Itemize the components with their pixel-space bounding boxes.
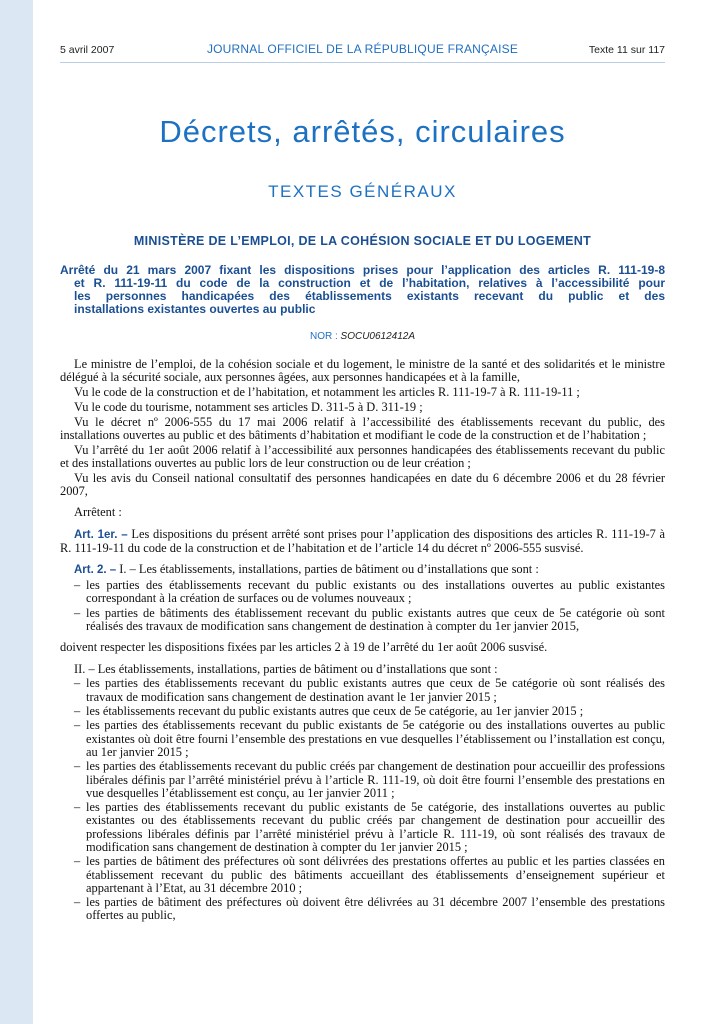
list-item: – les parties des établissements recevant du public existants de 5e catégorie ou des installations ouvertes au public existantes où doit être fourni l’ensemble des prestations en vue desquelles l’établissement ou l’installation est conçu, au 1er janvier 2015 ; xyxy=(74,718,665,759)
header-date: 5 avril 2007 xyxy=(60,44,115,56)
page-header xyxy=(60,42,665,62)
list-item: – les parties des établissements recevant du public existants autres que ceux de 5e catégorie où sont réalisés des travaux de modification sans changement de destination avant le 1er janvier 2015 ; xyxy=(74,676,665,704)
list-item: – les parties des établissements recevant du public existants ou des installations ouvertes au public existantes correspondant à la création de surfaces ou de volumes nouveaux ; xyxy=(74,578,665,606)
list-item: – les établissements recevant du public existants autres que ceux de 5e catégorie, au 1er janvier 2015 ; xyxy=(74,704,584,719)
arrete-title-line: installations existantes ouvertes au public xyxy=(74,302,316,316)
list-item: – les parties de bâtiment des préfectures où doivent être délivrées au 31 décembre 2007 l’ensemble des prestations offertes au public, xyxy=(74,895,665,923)
arrete-title-line: Arrêté du 21 mars 2007 fixant les dispositions prises pour l’application des articles R. 111-19-8 xyxy=(60,263,665,277)
page-margin-band xyxy=(0,0,33,1024)
list-item-text: les parties de bâtiment des préfectures où sont délivrées des prestations offertes au public et les parties classées en établissement recevant du public des bâtiments accueillant des établissements d’enseignement supérieur et appartenant à l’Etat, au 31 décembre 2010 ; xyxy=(86,854,665,895)
list-item-text: les parties des établissements recevant du public existants de 5e catégorie, des installations ouvertes au public existantes ou des établissements recevant du public créés par changement de destination pour accueillir des professions libérales définis par l’arrêté ministériel prévu à l’article R. 111-19, où sont réalisés des travaux de modification sans changement de destination à compter du 1er janvier 2015 ; xyxy=(86,800,665,854)
preamble-paragraph: Le ministre de l’emploi, de la cohésion sociale et du logement, le ministre de la santé et des solidarités et le ministre délégué à la sécurité sociale, aux personnes âgées, aux personnes handicapées et à la famille, xyxy=(60,357,665,385)
list-item: – les parties de bâtiments des établissement recevant du public existants autres que ceux de 5e catégorie où sont réalisés des travaux de modification sans changement de destination à compter du 1er janvier 2015, xyxy=(74,605,665,634)
document-body xyxy=(60,358,665,924)
list-item: – les parties des établissements recevant du public existants de 5e catégorie, des installations ouvertes au public existantes ou des établissements recevant du public créés par changement de destination pour accueillir des professions libérales définis par l’arrêté ministériel prévu à l’article R. 111-19, où sont réalisés des travaux de modification sans changement de destination à compter du 1er janvier 2015 ; xyxy=(74,800,665,854)
article-2-label: Art. 2. – xyxy=(74,564,117,577)
arrete-title-line: les personnes handicapées des établissements existants recevant du public et des xyxy=(74,289,665,303)
section-subtitle: TEXTES GÉNÉRAUX xyxy=(268,182,457,201)
article-1-label: Art. 1er. – xyxy=(74,528,128,541)
list-item-text: les établissements recevant du public existants autres que ceux de 5e catégorie, au 1er janvier 2015 ; xyxy=(86,704,584,719)
article-2-part-ii-intro: II. – Les établissements, installations, parties de bâtiment ou d’installations que sont : xyxy=(74,661,498,676)
article-2-intro xyxy=(60,563,665,577)
header-divider xyxy=(60,62,665,63)
list-item: – les parties des établissements recevant du public créés par changement de destination pour accueillir des professions libérales définis par l’arrêté ministériel prévu à l’article R. 111-19, où doit être fourni l’ensemble des prestations en vue desquelles l’établissement est conçu, au 1er janvier 2011 ; xyxy=(74,759,665,800)
preamble-paragraph: Vu le code de la construction et de l’habitation, et notamment les articles R. 111-19-7 à R. 111-19-11 ; xyxy=(74,385,580,400)
arretent-line: Arrêtent : xyxy=(74,505,122,520)
article-2-list-2 xyxy=(60,677,665,922)
list-item-text: les parties des établissements recevant du public existants ou des installations ouvertes au public existantes correspondant à la création de surfaces ou de volumes nouveaux ; xyxy=(86,578,665,606)
list-item-text: les parties des établissements recevant du public existants autres que ceux de 5e catégorie où sont réalisés des travaux de modification sans changement de destination avant le 1er janvier 2015 ; xyxy=(86,676,665,704)
preamble-paragraph: Vu le code du tourisme, notamment ses articles D. 311-5 à D. 311-19 ; xyxy=(74,399,423,414)
list-item: – les parties de bâtiment des préfectures où sont délivrées des prestations offertes au public et les parties classées en établissement recevant du public des bâtiments accueillant des établissements d’enseignement supérieur et appartenant à l’Etat, au 31 décembre 2010 ; xyxy=(74,854,665,895)
arrete-title-line: et R. 111-19-11 du code de la construction et de l’habitation, relatives à l’accessibilité pour xyxy=(74,276,665,290)
section-title: Décrets, arrêtés, circulaires xyxy=(159,114,566,149)
preamble-paragraph: Vu l’arrêté du 1er août 2006 relatif à l’accessibilité aux personnes handicapées des établissements recevant du public et des installations ouvertes au public lors de leur construction ou de leur création ; xyxy=(60,442,665,471)
nor-reference xyxy=(60,331,665,342)
article-1 xyxy=(60,528,665,556)
preamble-paragraph: Vu le décret nº 2006-555 du 17 mai 2006 relatif à l’accessibilité des établissements recevant du public, des installations ouvertes au public et des bâtiments d’habitation et modifiant le code de la construction et de l’habitation ; xyxy=(60,414,665,442)
list-item-text: les parties de bâtiment des préfectures où doivent être délivrées au 31 décembre 2007 l’ensemble des prestations offertes au public, xyxy=(86,895,665,923)
nor-label: NOR : xyxy=(309,331,338,342)
article-1-text: Les dispositions du présent arrêté sont prises pour l’application des dispositions des articles R. 111-19-7 à R. 111-19-11 du code de la construction et de l’habitation et de l’article 14 du décret nº 2006-555 susvisé. xyxy=(60,526,665,556)
nor-code: SOCU0612412A xyxy=(340,331,416,342)
article-2-intro-text: I. – Les établissements, installations, parties de bâtiment ou d’installations que sont : xyxy=(119,562,539,577)
article-2-list-1 xyxy=(60,579,665,633)
article-2-conclusion: doivent respecter les dispositions fixées par les articles 2 à 19 de l’arrêté du 1er août 2006 susvisé. xyxy=(60,640,548,655)
list-item-text: les parties de bâtiments des établissement recevant du public existants autres que ceux de 5e catégorie où sont réalisés des travaux de modification sans changement de destination à compter du 1er janvier 2015, xyxy=(86,605,665,634)
list-item-text: les parties des établissements recevant du public créés par changement de destination pour accueillir des professions libérales définis par l’arrêté ministériel prévu à l’article R. 111-19, où doit être fourni l’ensemble des prestations en vue desquelles l’établissement est conçu, au 1er janvier 2011 ; xyxy=(86,759,665,800)
header-journal-title: JOURNAL OFFICIEL DE LA RÉPUBLIQUE FRANÇAISE xyxy=(206,42,519,56)
preamble-paragraph: Vu les avis du Conseil national consultatif des personnes handicapées en date du 6 décembre 2006 et du 28 février 2007, xyxy=(60,470,665,499)
arrete-title xyxy=(60,264,665,316)
ministry-heading: MINISTÈRE DE L’EMPLOI, DE LA COHÉSION SOCIALE ET DU LOGEMENT xyxy=(133,234,592,248)
list-item-text: les parties des établissements recevant du public existants de 5e catégorie ou des installations ouvertes au public existantes où doit être fourni l’ensemble des prestations en vue desquelles l’établissement ou l’installation est conçu, au 1er janvier 2015 ; xyxy=(86,718,665,759)
header-text-number: Texte 11 sur 117 xyxy=(588,44,665,56)
